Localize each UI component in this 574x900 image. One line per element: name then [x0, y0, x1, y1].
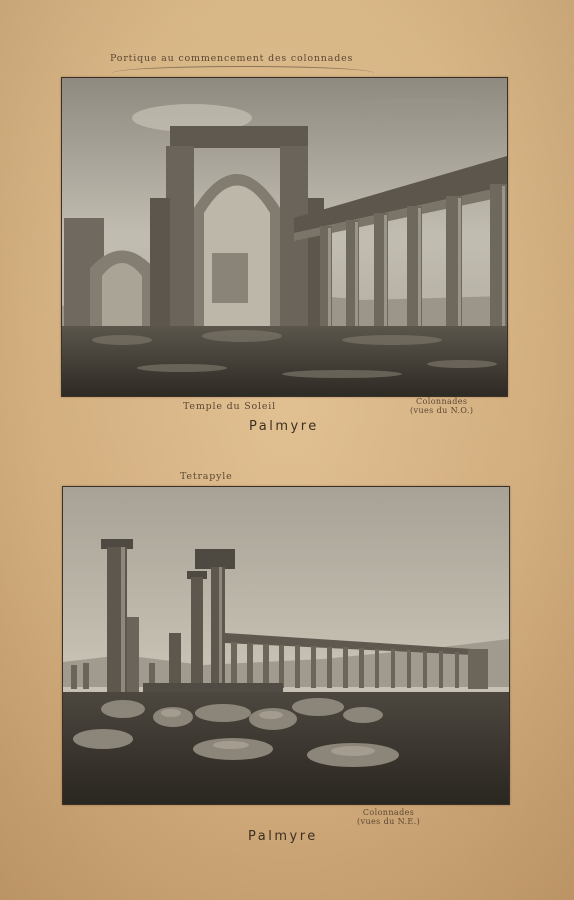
heading-underline — [112, 66, 374, 73]
plate-1-title: Palmyre — [249, 419, 319, 434]
plate-1-left-caption: Temple du Soleil — [183, 401, 276, 412]
plate-2-right-caption — [357, 808, 420, 826]
plate-1-heading-caption: Portique au commencement des colonnades — [110, 53, 354, 64]
plate-2-heading-caption: Tetrapyle — [180, 471, 233, 482]
plate-2-title: Palmyre — [248, 829, 318, 844]
plate-2-right-caption-line2: (vues du N.E.) — [357, 817, 421, 826]
engraving-tetrapylon-and-colonnade — [62, 486, 510, 805]
plate-1-right-caption — [410, 397, 473, 415]
plate-1-right-caption-line1: Colonnades — [416, 397, 468, 406]
plate-1-right-caption-line2: (vues du N.O.) — [410, 406, 474, 415]
plate-2-right-caption-line1: Colonnades — [362, 808, 415, 817]
engraving-arch-and-colonnade — [61, 77, 508, 397]
